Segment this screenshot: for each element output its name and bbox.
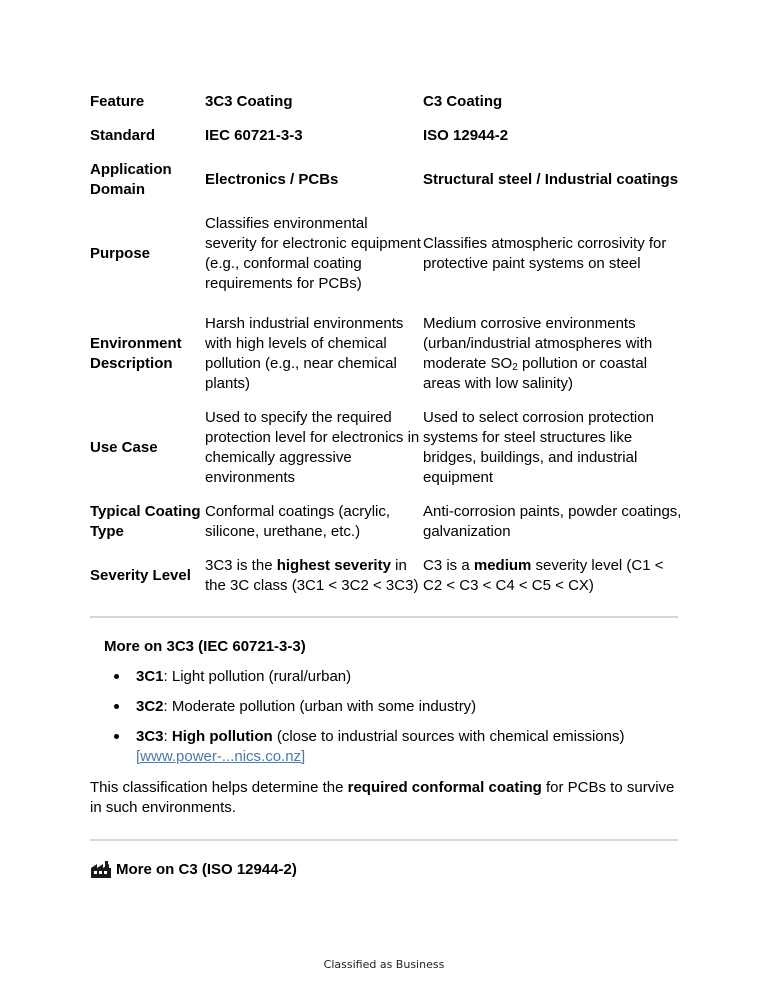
cell-3c3: IEC 60721-3-3 [205, 127, 303, 144]
cell-3c3: Conformal coatings (acrylic, silicone, urethane, etc.) [205, 503, 391, 540]
table-row [90, 159, 683, 201]
cell-text: severity level (C1 < C2 < C3 < C4 < C5 < CX) [423, 557, 664, 594]
list-emphasis: High pollution [171, 728, 273, 745]
list-term: 3C1 [136, 668, 164, 685]
divider [90, 616, 678, 618]
row-label: Typical Coating Type [90, 503, 201, 540]
table-header-row [90, 91, 683, 113]
para-emphasis: required conformal coating [347, 779, 542, 796]
cell-c3: Classifies atmospheric corrosivity for protective paint systems on steel [423, 235, 667, 272]
factory-icon [90, 861, 112, 879]
cell-c3: Anti-corrosion paints, powder coatings, galvanization [423, 503, 682, 540]
list-term: 3C3 [136, 728, 164, 745]
para-text: This classification helps determine the [90, 779, 348, 796]
table-row [90, 307, 683, 401]
table-row [90, 549, 683, 603]
list-text: (close to industrial sources with chemical emissions) [272, 728, 625, 745]
para-text: for PCBs to survive in such environments. [90, 779, 675, 816]
emphasis: medium [473, 557, 532, 574]
classification-footer: Classified as Business [323, 958, 445, 971]
list-text: : Light pollution (rural/urban) [163, 668, 352, 685]
cell-c3: Used to select corrosion protection systems for steel structures like bridges, buildings, and industrial equipment [423, 409, 654, 486]
row-label: Standard [90, 127, 156, 144]
section-heading-3c3: More on 3C3 (IEC 60721-3-3) [104, 638, 306, 655]
cell-c3 [423, 307, 683, 401]
list-item [106, 727, 666, 767]
list-text: : Moderate pollution (urban with some industry) [163, 698, 477, 715]
cell-c3: ISO 12944-2 [423, 127, 509, 144]
emphasis: highest severity [276, 557, 391, 574]
header-3c3: 3C3 Coating [205, 93, 293, 110]
cell-text: Medium corrosive environments (urban/industrial atmospheres with moderate SO [423, 315, 653, 372]
list-item [106, 667, 666, 687]
table-row [90, 201, 683, 307]
cell-text: C3 is a [423, 557, 474, 574]
cell-c3 [423, 549, 683, 603]
row-label: Purpose [90, 245, 151, 262]
row-label: Environment Description [90, 335, 182, 372]
table-row [90, 113, 683, 159]
header-feature: Feature [90, 93, 145, 110]
cell-3c3: Used to specify the required protection level for electronics in chemically aggressive environments [205, 409, 420, 486]
list-sep: : [163, 728, 172, 745]
list-item [106, 697, 666, 717]
classification-paragraph [90, 778, 690, 818]
row-label: Severity Level [90, 567, 191, 584]
citation-link[interactable]: [www.power-...nics.co.nz] [136, 748, 306, 765]
cell-text: in the 3C class (3C1 < 3C2 < 3C3) [205, 557, 419, 594]
cell-3c3: Classifies environmental severity for electronic equipment (e.g., conformal coating requirements for PCBs) [205, 215, 421, 292]
section-heading-c3 [90, 860, 297, 880]
cell-text: pollution or coastal areas with low salinity) [423, 355, 648, 392]
cell-3c3: Harsh industrial environments with high levels of chemical pollution (e.g., near chemical plants) [205, 315, 404, 392]
cell-c3: Structural steel / Industrial coatings [423, 171, 679, 188]
bullet [114, 704, 119, 709]
comparison-table [90, 91, 683, 603]
cell-3c3 [205, 549, 423, 603]
header-c3: C3 Coating [423, 93, 503, 110]
row-label: Application Domain [90, 161, 172, 198]
table-row [90, 401, 683, 495]
cell-text: 3C3 is the [205, 557, 277, 574]
bullet [114, 674, 119, 679]
section-heading-text: More on C3 (ISO 12944-2) [116, 861, 297, 878]
cell-3c3: Electronics / PCBs [205, 171, 339, 188]
divider [90, 839, 678, 841]
subscript: 2 [512, 362, 518, 373]
row-label: Use Case [90, 439, 158, 456]
bullet [114, 734, 119, 739]
table-row [90, 495, 683, 549]
severity-list [106, 667, 666, 777]
list-term: 3C2 [136, 698, 164, 715]
